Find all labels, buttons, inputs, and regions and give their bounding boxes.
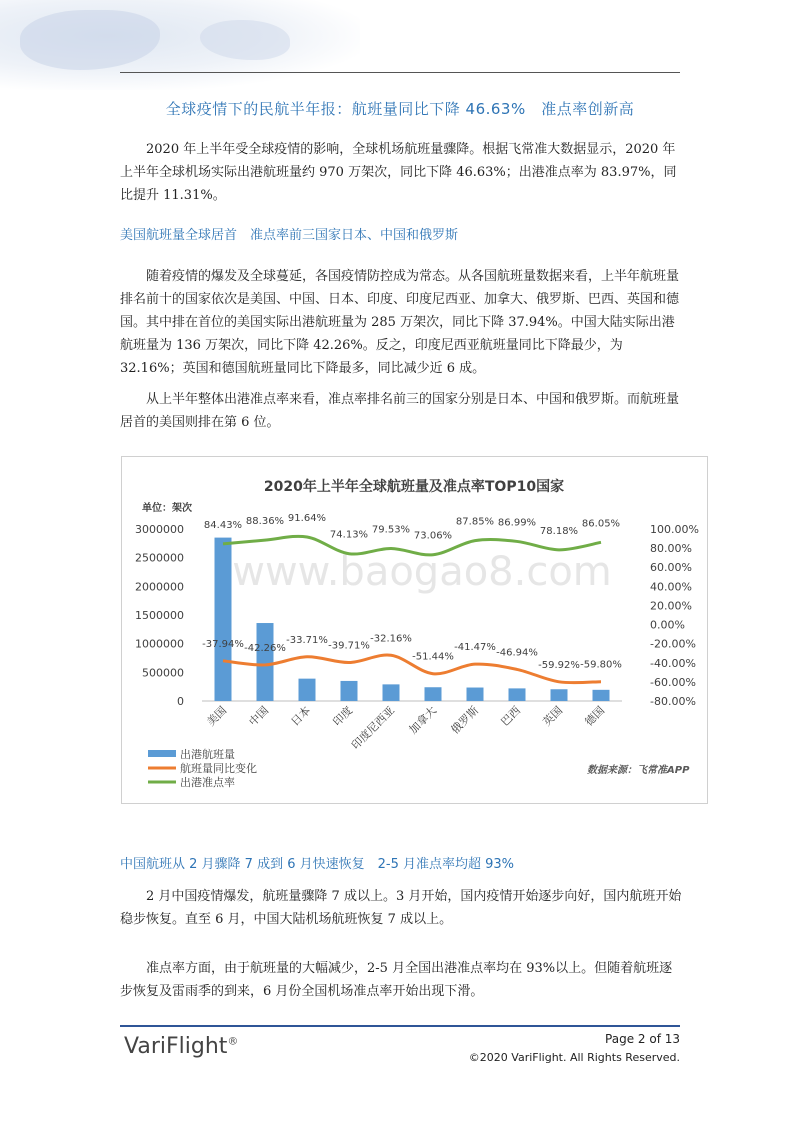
data-label-1-7: 86.99% xyxy=(497,517,537,529)
bar-9 xyxy=(593,690,610,701)
header-rule xyxy=(120,72,680,73)
y-left-tick-label: 2000000 xyxy=(135,580,184,594)
data-label-1-3: 74.13% xyxy=(329,529,369,541)
logo-text: VariFlight xyxy=(124,1034,228,1059)
footer-rule xyxy=(120,1025,680,1027)
page-number: Page 2 of 13 xyxy=(605,1032,680,1046)
copyright: ©2020 VariFlight. All Rights Reserved. xyxy=(468,1051,680,1064)
data-label-1-2: 91.64% xyxy=(287,512,327,524)
y-right-tick-label: -80.00% xyxy=(650,695,696,708)
paragraph-4: 2 月中国疫情爆发，航班量骤降 7 成以上。3 月开始，国内疫情开始逐步向好，国内航班开始稳步恢复。直至 6 月，中国大陆机场航班恢复 7 成以上。 xyxy=(120,889,682,927)
y-left-tick-label: 1000000 xyxy=(135,637,184,651)
chart-unit-label: 单位：架次 xyxy=(142,503,192,514)
bar-1 xyxy=(257,623,274,701)
data-label-1-9: 86.05% xyxy=(581,518,621,530)
bar-5 xyxy=(425,687,442,701)
bar-2 xyxy=(299,679,316,701)
x-tick-label: 俄罗斯 xyxy=(448,703,482,737)
logo-mark: ® xyxy=(227,1034,239,1048)
data-label-0-1: -42.26% xyxy=(244,642,286,654)
data-label-0-0: -37.94% xyxy=(202,638,244,650)
chart-container xyxy=(121,456,708,804)
variflight-logo xyxy=(124,1034,238,1059)
y-left-tick-label: 500000 xyxy=(142,666,184,680)
paragraph-1: 2020 年上半年受全球疫情的影响，全球机场航班量骤降。根据飞常准大数据显示，2020 年上半年全球机场实际出港航班量约 970 万架次，同比下降 46.63%；出港准点率为 83.97%，同比提升 11.31%。 xyxy=(120,142,677,203)
bar-8 xyxy=(551,689,568,701)
x-tick-label: 日本 xyxy=(288,703,314,729)
x-tick-label: 英国 xyxy=(540,703,566,729)
x-tick-label: 印度尼西亚 xyxy=(349,703,398,753)
data-label-0-2: -33.71% xyxy=(286,634,328,646)
paragraph-3: 从上半年整体出港准点率来看，准点率排名前三的国家分别是日本、中国和俄罗斯。而航班量居首的美国则排在第 6 位。 xyxy=(120,392,680,430)
data-label-1-0: 84.43% xyxy=(203,519,243,531)
y-right-tick-label: 0.00% xyxy=(650,618,685,632)
bar-4 xyxy=(383,684,400,701)
data-label-1-4: 79.53% xyxy=(371,524,411,536)
y-right-tick-label: -40.00% xyxy=(650,656,696,670)
y-left-tick-label: 1500000 xyxy=(135,609,184,622)
bar-3 xyxy=(341,681,358,701)
legend-swatch-0 xyxy=(148,750,176,757)
x-tick-label: 中国 xyxy=(246,703,272,729)
data-label-1-1: 88.36% xyxy=(245,516,285,528)
data-label-0-8: -59.92% xyxy=(538,659,580,671)
data-label-0-9: -59.80% xyxy=(580,659,622,671)
data-label-1-8: 78.18% xyxy=(539,525,579,537)
y-right-tick-label: 60.00% xyxy=(650,561,692,575)
section-heading-1: 美国航班量全球居首 准点率前三国家日本、中国和俄罗斯 xyxy=(120,228,459,243)
y-right-tick-label: -20.00% xyxy=(650,637,696,651)
data-label-0-4: -32.16% xyxy=(370,633,412,645)
data-label-0-3: -39.71% xyxy=(328,640,370,652)
page-title: 全球疫情下的民航半年报：航班量同比下降 46.63% 准点率创新高 xyxy=(165,100,635,118)
bar-0 xyxy=(215,538,232,701)
data-label-0-6: -41.47% xyxy=(454,642,496,654)
y-right-tick-label: 40.00% xyxy=(650,580,692,594)
y-left-tick-label: 0 xyxy=(177,695,184,708)
x-tick-label: 德国 xyxy=(582,703,608,729)
paragraph-2: 随着疫情的爆发及全球蔓延，各国疫情防控成为常态。从各国航班量数据来看，上半年航班量排名前十的国家依次是美国、中国、日本、印度、印度尼西亚、加拿大、俄罗斯、巴西、英国和德国。其中排在首位的美国实际出港航班量为 285 万架次，同比下降 37.94%。中国大陆实际出港航班量为 136 万架次，同比下降 42.26%。反之，印度尼西亚航班量同比下降最少，为 32.16%；英国和德国航班量同比下降最多，同比减少近 6 成。 xyxy=(120,269,680,376)
chart-title: 2020年上半年全球航班量及准点率TOP10国家 xyxy=(263,479,565,495)
data-label-0-5: -51.44% xyxy=(412,651,454,663)
y-right-tick-label: 80.00% xyxy=(650,542,692,556)
y-right-tick-label: 100.00% xyxy=(650,523,699,536)
x-tick-label: 美国 xyxy=(204,703,230,729)
paragraph-5: 准点率方面，由于航班量的大幅减少，2-5 月全国出港准点率均在 93%以上。但随着航班逐步恢复及雷雨季的到来，6 月份全国机场准点率开始出现下滑。 xyxy=(120,961,673,999)
data-label-1-6: 87.85% xyxy=(455,516,495,528)
data-label-1-5: 73.06% xyxy=(413,530,453,542)
legend-label-0: 出港航班量 xyxy=(180,748,235,761)
bar-7 xyxy=(509,688,526,701)
y-left-tick-label: 3000000 xyxy=(135,523,184,536)
y-right-tick-label: 20.00% xyxy=(650,599,692,613)
y-right-tick-label: -60.00% xyxy=(650,675,696,689)
section-heading-2: 中国航班从 2 月骤降 7 成到 6 月快速恢复 2-5 月准点率均超 93% xyxy=(120,857,514,872)
legend-label-1: 航班量同比变化 xyxy=(180,762,257,775)
header-world-map xyxy=(0,0,360,90)
x-tick-label: 加拿大 xyxy=(406,703,440,737)
y-left-tick-label: 2500000 xyxy=(135,551,184,565)
bar-6 xyxy=(467,688,484,701)
legend-label-2: 出港准点率 xyxy=(180,776,235,789)
chart-source: 数据来源：飞常准APP xyxy=(587,765,690,776)
x-tick-label: 巴西 xyxy=(498,703,524,729)
chart-watermark: www.baogao8.com xyxy=(232,549,612,595)
data-label-0-7: -46.94% xyxy=(496,647,538,659)
x-tick-label: 印度 xyxy=(330,703,356,729)
chart-svg xyxy=(122,457,707,803)
